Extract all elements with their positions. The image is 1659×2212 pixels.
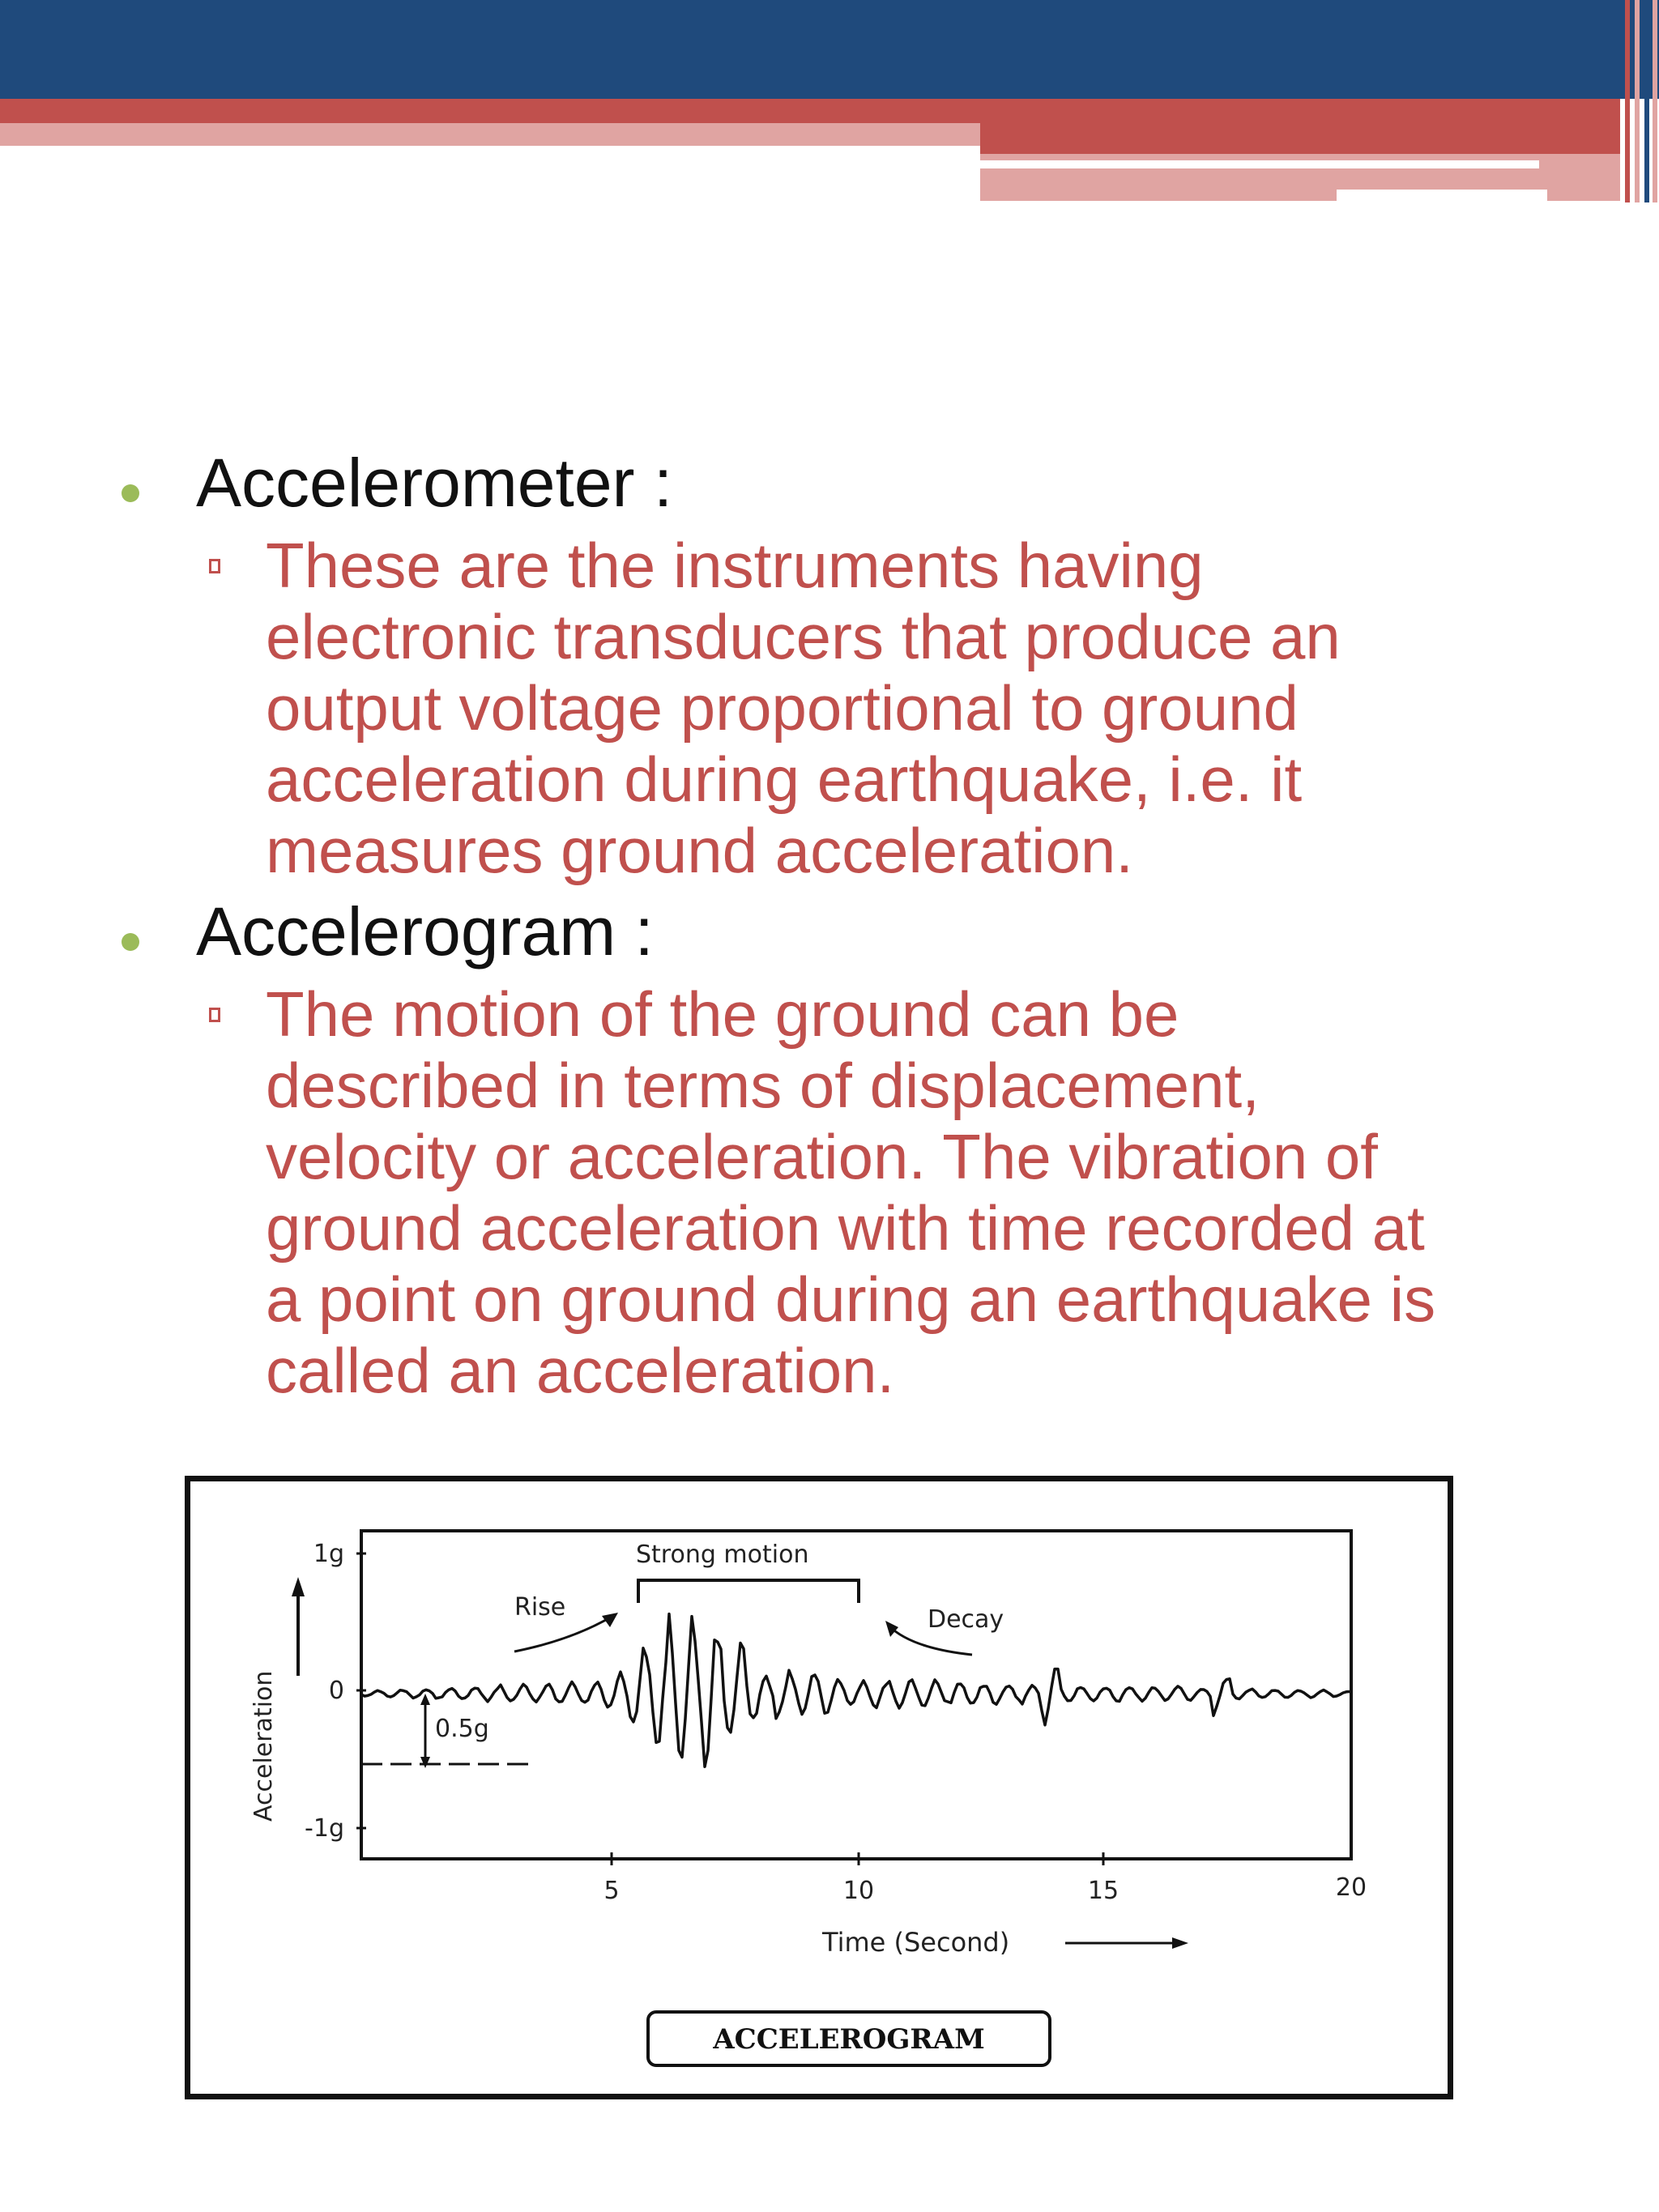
amplitude-arrow-head [420,1694,430,1705]
x-tick-label: 5 [603,1877,620,1905]
header-stripe [1644,0,1649,202]
header-white-notch [1337,190,1547,201]
bullet-dot-icon [122,933,139,951]
text-line: acceleration during earthquake, i.e. it [266,744,1303,815]
decay-arrow-head [885,1621,898,1637]
sub-bullet-text [266,978,1435,1406]
amplitude-arrow-head [420,1757,430,1768]
y-tick-label: -1g [305,1814,344,1843]
y-axis-label: Acceleration [249,1670,278,1822]
strong-motion-label: Strong motion [636,1541,809,1569]
header-stripe [1635,0,1640,202]
sub-bullet-text [266,530,1341,886]
y-tick-label: 0 [328,1677,344,1705]
rise-arrow [514,1617,612,1652]
y-tick-label: 1g [313,1540,344,1568]
text-line: velocity or acceleration. The vibration of [266,1121,1378,1192]
header-stripe [1625,0,1630,202]
text-line: These are the instruments having [266,530,1204,601]
header-red-band [0,99,1620,123]
text-line: electronic transducers that produce an [266,601,1341,672]
header-white-line [980,160,1539,168]
text-line: ground acceleration with time recorded at [266,1192,1425,1264]
header-pink-band [0,123,980,146]
strong-motion-bracket [638,1580,859,1603]
text-line: described in terms of displacement, [266,1050,1260,1121]
header-red-step [980,123,1620,154]
x-tick-label: 15 [1087,1877,1120,1905]
bullet-dot-icon [122,484,139,502]
sub-bullet-square-icon [209,1008,220,1022]
text-line: called an acceleration. [266,1335,895,1406]
rise-label: Rise [514,1593,566,1622]
sub-bullet-square-icon [209,559,220,573]
x-tick-label: 20 [1335,1873,1367,1902]
header-stripe [1653,0,1657,202]
bullet-heading: Accelerometer : [196,445,673,521]
caption-text: ACCELEROGRAM [713,2023,985,2056]
header-blue-band [0,0,1620,99]
x-tick-label: 10 [842,1877,875,1905]
x-axis-arrow-head [1172,1937,1188,1949]
text-line: The motion of the ground can be [266,978,1179,1050]
text-line: measures ground acceleration. [266,815,1133,886]
amplitude-label: 0.5g [435,1715,489,1743]
decay-label: Decay [928,1605,1004,1634]
y-axis-arrow-head [292,1577,305,1596]
text-line: output voltage proportional to ground [266,672,1299,744]
x-axis-label: Time (Second) [822,1927,1010,1958]
accelerogram-diagram [190,1481,1448,2094]
accelerogram-figure [185,1476,1453,2099]
acceleration-waveform [361,1614,1350,1767]
bullet-heading: Accelerogram : [196,893,654,970]
text-line: a point on ground during an earthquake is [266,1264,1436,1335]
